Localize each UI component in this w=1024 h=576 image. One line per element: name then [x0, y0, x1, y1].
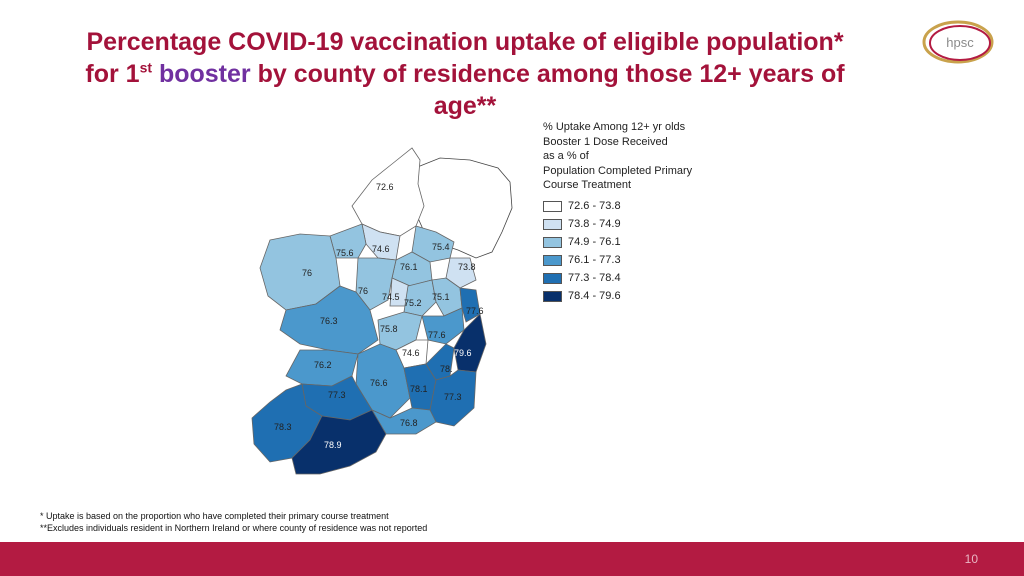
title-line-2-prefix: for 1 — [85, 60, 140, 88]
legend-label: 72.6 - 73.8 — [568, 200, 621, 212]
label-waterford: 76.8 — [400, 418, 418, 428]
title-line-1: Percentage COVID-19 vaccination uptake of eligible population* — [86, 28, 844, 56]
footnote-exclusions: **Excludes individuals resident in Northern Ireland or where county of residence was not reported — [40, 523, 428, 533]
legend-title-line: Booster 1 Dose Received — [543, 135, 668, 148]
legend-item — [543, 235, 743, 250]
legend-title-line: % Uptake Among 12+ yr olds — [543, 121, 686, 133]
label-wicklow: 79.6 — [454, 348, 472, 358]
map-legend — [543, 120, 743, 307]
legend-swatch — [543, 201, 562, 212]
legend-title-line: Population Completed Primary — [543, 164, 693, 177]
legend-label: 77.3 - 78.4 — [568, 272, 621, 284]
legend-item — [543, 253, 743, 268]
legend-swatch — [543, 237, 562, 248]
title-booster-word: booster — [158, 60, 251, 88]
legend-swatch — [543, 291, 562, 302]
legend-title-line: Course Treatment — [543, 179, 632, 191]
hpsc-logo — [918, 16, 998, 66]
legend-item — [543, 217, 743, 232]
label-offaly: 75.8 — [380, 324, 398, 334]
title-line-3: age** — [433, 92, 497, 120]
label-donegal: 72.6 — [376, 182, 394, 192]
label-tipperary: 76.6 — [370, 378, 388, 388]
legend-label: 74.9 - 76.1 — [568, 236, 621, 248]
page-title — [40, 26, 890, 122]
label-cavan: 76.1 — [400, 262, 418, 272]
title-superscript: st — [139, 59, 153, 76]
label-westmeath: 75.2 — [404, 298, 422, 308]
legend-item — [543, 199, 743, 214]
label-cork: 78.9 — [324, 440, 342, 450]
label-kildare: 77.6 — [428, 330, 446, 340]
footnote-uptake: * Uptake is based on the proportion who have completed their primary course treatment — [40, 511, 389, 521]
label-carlow: 78. — [440, 364, 453, 374]
label-monaghan: 75.4 — [432, 242, 450, 252]
label-kilkenny: 78.1 — [410, 384, 428, 394]
label-mayo-north: 76 — [302, 268, 313, 278]
label-sligo: 75.6 — [336, 248, 354, 258]
title-line-2-rest: by county of residence among those 12+ years of — [257, 60, 845, 88]
title-line-2 — [40, 58, 890, 90]
footnotes — [40, 510, 427, 534]
page-number: 10 — [964, 552, 978, 566]
label-dublin: 77.6 — [466, 306, 484, 316]
label-louth: 73.8 — [458, 262, 476, 272]
county-donegal — [352, 148, 424, 236]
legend-item — [543, 271, 743, 286]
legend-label: 78.4 - 79.6 — [568, 290, 621, 302]
label-laois: 74.6 — [402, 348, 420, 358]
label-leitrim: 74.6 — [372, 244, 390, 254]
legend-swatch — [543, 255, 562, 266]
legend-label: 73.8 - 74.9 — [568, 218, 621, 230]
legend-items — [543, 199, 743, 304]
label-longford: 74.5 — [382, 292, 400, 302]
legend-label: 76.1 - 77.3 — [568, 254, 621, 266]
label-limerick: 77.3 — [328, 390, 346, 400]
legend-title-line: as a % of — [543, 150, 589, 162]
label-meath: 75.1 — [432, 292, 450, 302]
label-roscommon: 76 — [358, 286, 369, 296]
legend-swatch — [543, 273, 562, 284]
label-wexford: 77.3 — [444, 392, 462, 402]
legend-title — [543, 120, 743, 193]
logo-text: hpsc — [946, 35, 974, 50]
legend-swatch — [543, 219, 562, 230]
footer-bar — [0, 542, 1024, 576]
label-galway: 76.3 — [320, 316, 338, 326]
label-kerry: 78.3 — [274, 422, 292, 432]
legend-item — [543, 289, 743, 304]
label-clare: 76.2 — [314, 360, 332, 370]
county-map — [240, 140, 540, 490]
